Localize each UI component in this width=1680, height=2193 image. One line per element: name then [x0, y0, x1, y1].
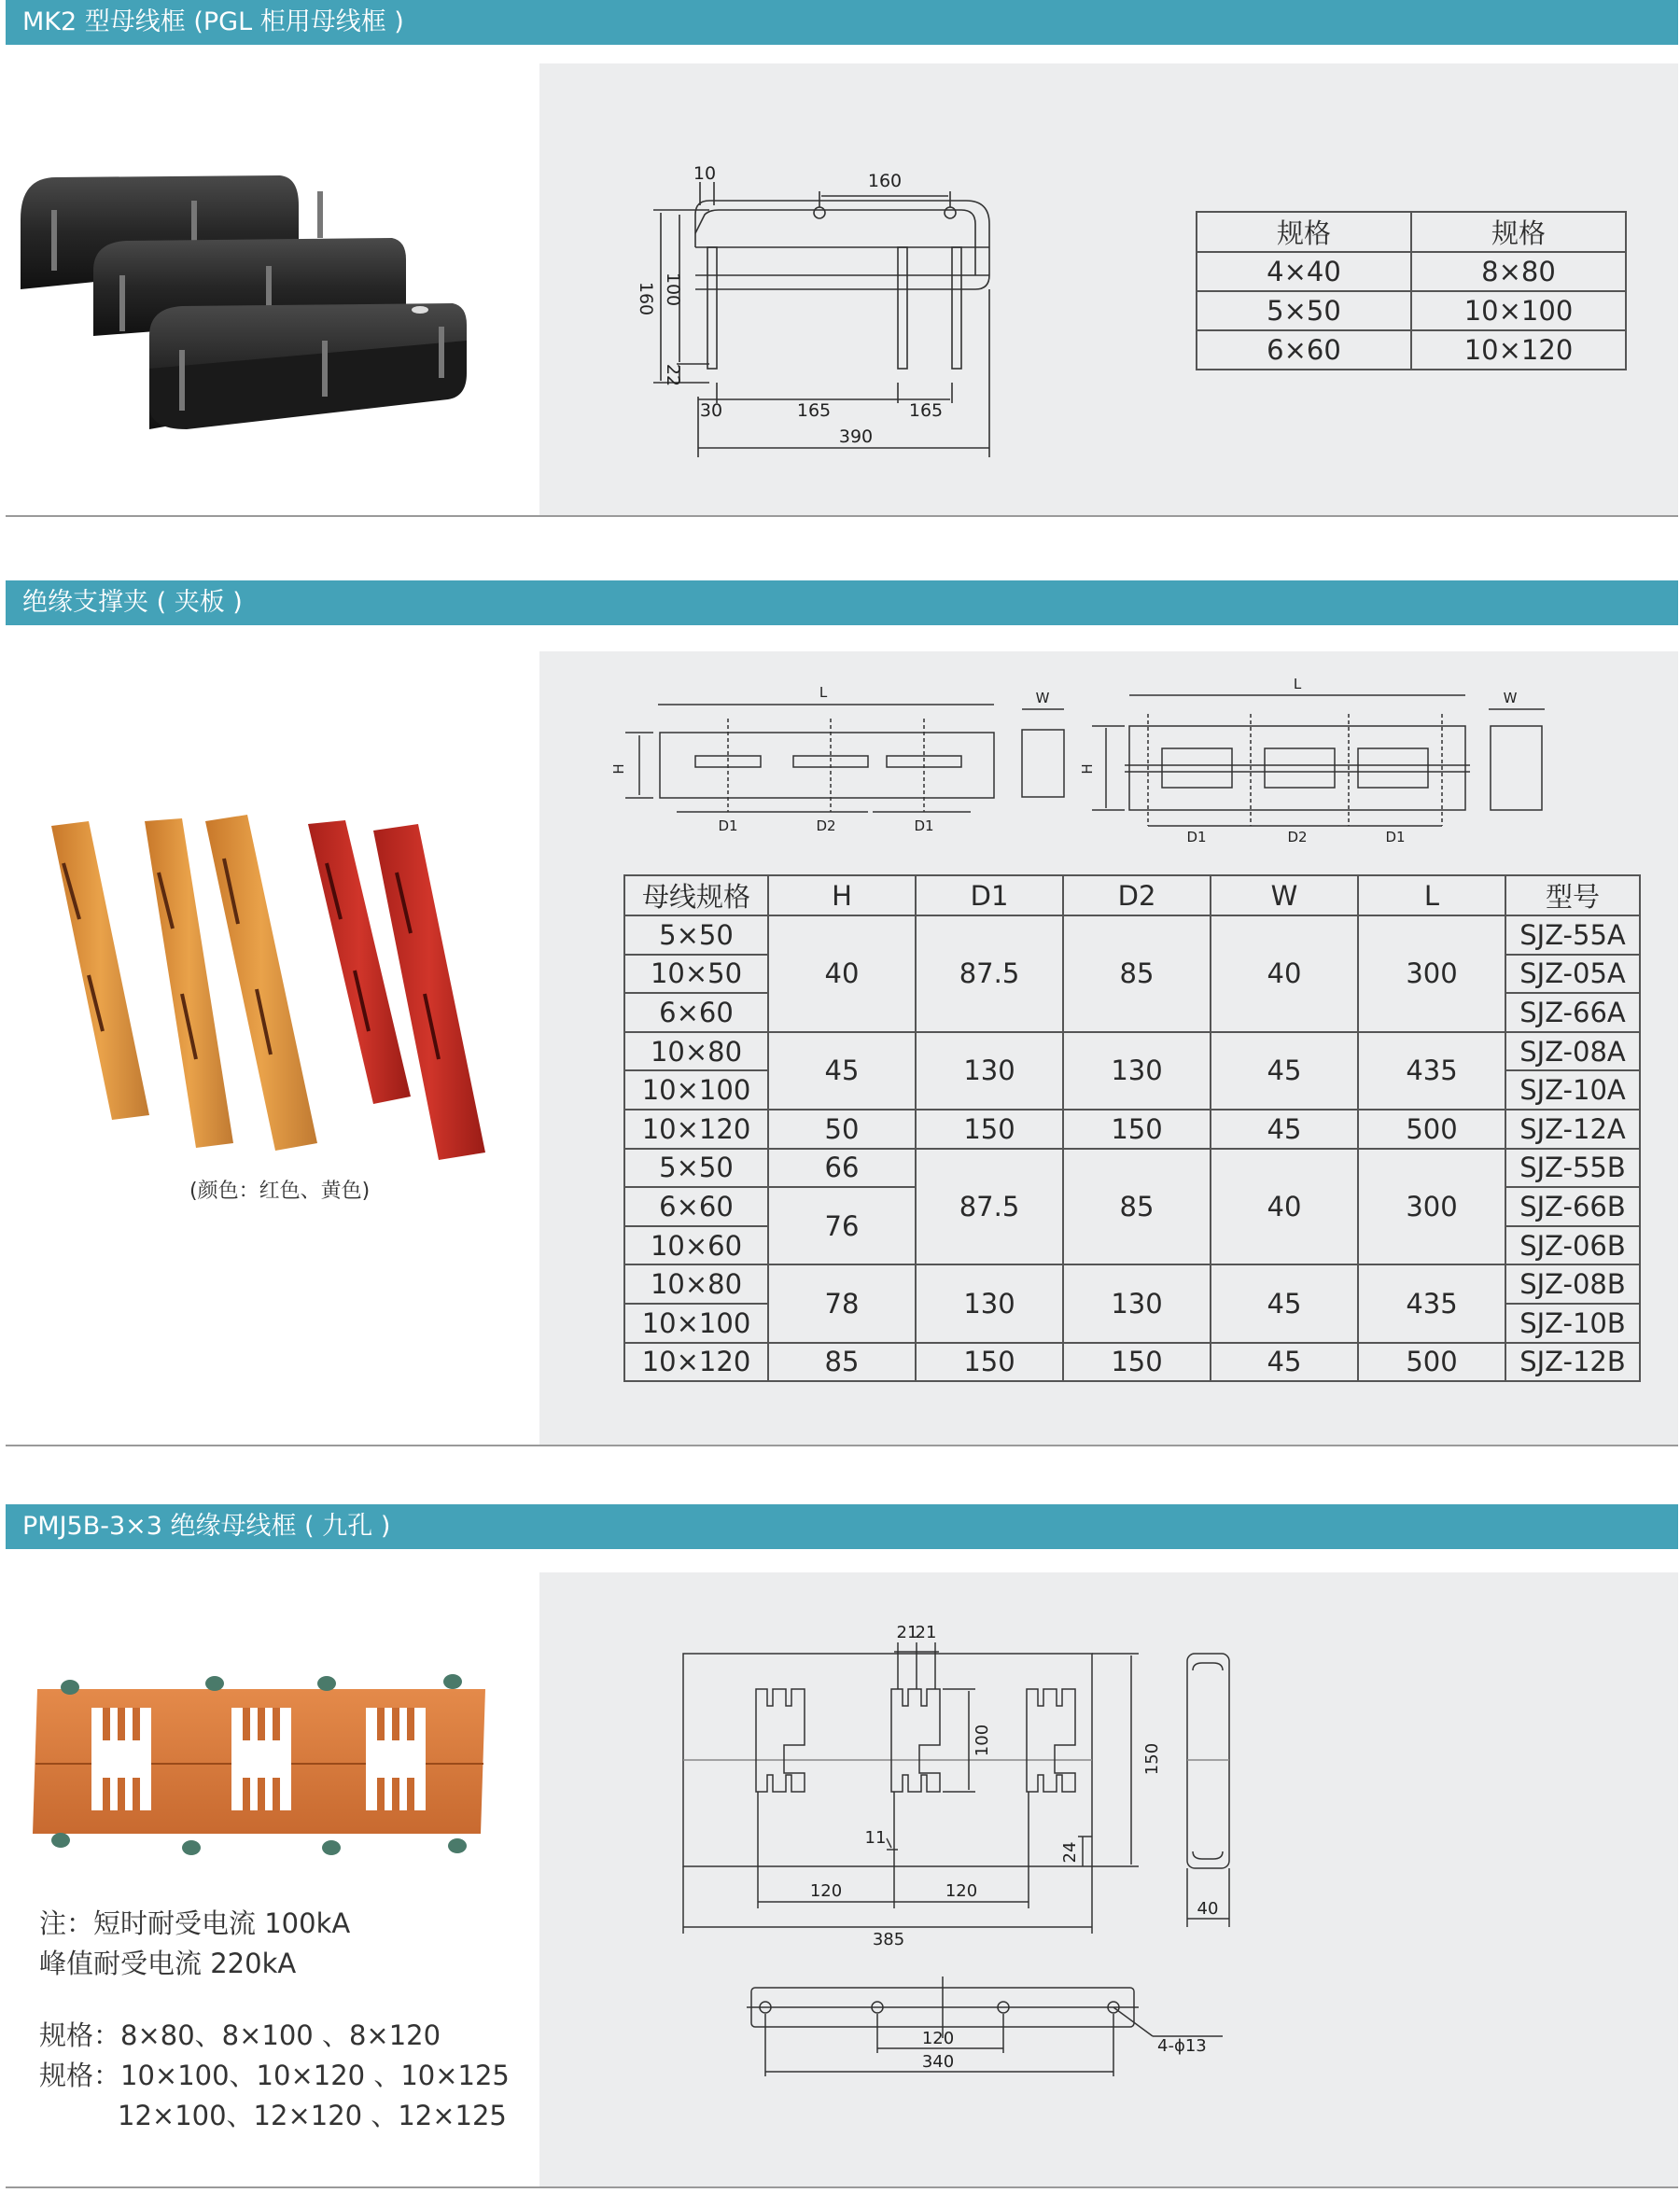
section-title: 绝缘支撑夹 ( 夹板 ): [22, 588, 243, 617]
table-cell: 6×60: [624, 1187, 768, 1226]
note-line: 注：短时耐受电流 100kA: [39, 1907, 351, 1939]
table-cell: 10×100: [624, 1304, 768, 1343]
table-cell: 10×120: [1411, 330, 1626, 370]
table-cell: 10×80: [624, 1264, 768, 1304]
dim-21b: 21: [915, 1623, 937, 1642]
dim-hole: 4-ϕ13: [1157, 2036, 1207, 2056]
table-cell: 500: [1358, 1110, 1505, 1149]
dim-D1: D1: [718, 817, 738, 834]
sjz-drawing: [607, 672, 1568, 859]
dim-120b: 120: [945, 1881, 978, 1901]
table-cell: 130: [1063, 1264, 1211, 1342]
spec-line: 规格：8×80、8×100 、8×120: [39, 2019, 441, 2051]
table-cell: SJZ-66B: [1505, 1187, 1640, 1226]
table-cell: 87.5: [916, 1149, 1063, 1265]
table-cell: 45: [1211, 1343, 1358, 1382]
mk2-drawing: [597, 159, 1157, 467]
dim-D1: D1: [1385, 829, 1406, 845]
dim-165b: 165: [908, 400, 944, 421]
rating-note: [39, 1904, 350, 1984]
table-cell: 435: [1358, 1264, 1505, 1342]
dim-W: W: [1503, 690, 1518, 706]
table-cell: SJZ-55A: [1505, 915, 1640, 955]
spec-note: [39, 2016, 510, 2136]
dim-30: 30: [699, 400, 723, 421]
dim-150: 150: [1142, 1742, 1162, 1776]
table-cell: 130: [916, 1032, 1063, 1110]
section-header-pmj: [6, 1504, 1678, 1549]
header-cell: W: [1211, 875, 1358, 915]
table-cell: 45: [1211, 1032, 1358, 1110]
table-cell: 435: [1358, 1032, 1505, 1110]
table-cell: 10×120: [624, 1343, 768, 1382]
table-cell: 150: [916, 1343, 1063, 1382]
dim-120c: 120: [921, 2029, 955, 2048]
dim-24: 24: [1060, 1841, 1080, 1864]
table-cell: 50: [768, 1110, 916, 1149]
dim-D1: D1: [914, 817, 934, 834]
mk2-spec-table: [1196, 211, 1627, 370]
section-header-mk2: [6, 0, 1678, 45]
table-cell: 40: [1211, 1149, 1358, 1265]
table-cell: 87.5: [916, 915, 1063, 1032]
header-cell: D1: [916, 875, 1063, 915]
dim-D1: D1: [1186, 829, 1207, 845]
table-cell: 6×60: [624, 993, 768, 1032]
table-cell: SJZ-10B: [1505, 1304, 1640, 1343]
dim-160-top: 160: [867, 171, 903, 191]
header-cell: 母线规格: [624, 875, 768, 915]
dim-D2: D2: [816, 817, 836, 834]
spec-line: 12×100、12×120 、12×125: [118, 2100, 507, 2131]
header-cell: 型号: [1505, 875, 1640, 915]
table-cell: SJZ-06B: [1505, 1226, 1640, 1265]
table-cell: 85: [768, 1343, 916, 1382]
dim-40: 40: [1197, 1899, 1219, 1919]
pmj-photo: [28, 1670, 495, 1876]
table-cell: 130: [916, 1264, 1063, 1342]
pmj-drawing: [653, 1605, 1587, 2174]
photo-caption: (颜色：红色、黄色): [189, 1180, 371, 1203]
table-cell: 10×120: [624, 1110, 768, 1149]
section-divider: [6, 2186, 1678, 2188]
table-cell: 45: [1211, 1110, 1358, 1149]
dim-D2: D2: [1287, 829, 1308, 845]
dim-120a: 120: [809, 1881, 843, 1901]
table-cell: SJZ-12A: [1505, 1110, 1640, 1149]
header-cell: H: [768, 875, 916, 915]
table-cell: 5×50: [624, 915, 768, 955]
table-cell: SJZ-12B: [1505, 1343, 1640, 1382]
table-cell: SJZ-66A: [1505, 993, 1640, 1032]
table-cell: 150: [1063, 1110, 1211, 1149]
dim-165a: 165: [796, 400, 832, 421]
table-cell: 500: [1358, 1343, 1505, 1382]
table-cell: 66: [768, 1149, 916, 1188]
dim-390: 390: [838, 426, 874, 447]
header-cell: 规格: [1197, 212, 1411, 252]
spec-line: 规格：10×100、10×120 、10×125: [39, 2060, 510, 2091]
table-cell: SJZ-55B: [1505, 1149, 1640, 1188]
table-cell: 150: [1063, 1343, 1211, 1382]
table-cell: 10×100: [1411, 291, 1626, 330]
table-cell: 45: [768, 1032, 916, 1110]
table-cell: 10×80: [624, 1032, 768, 1071]
dim-385: 385: [872, 1930, 905, 1949]
dim-H: H: [610, 763, 627, 775]
table-cell: 40: [1211, 915, 1358, 1032]
dim-340: 340: [921, 2052, 955, 2072]
section-divider: [6, 515, 1678, 517]
dim-100: 100: [973, 1724, 992, 1757]
table-cell: 78: [768, 1264, 916, 1342]
sjz-spec-table: [623, 874, 1641, 1382]
table-cell: 5×50: [1197, 291, 1411, 330]
table-cell: 10×50: [624, 955, 768, 994]
dim-100: 100: [663, 272, 683, 307]
sjz-photo: [47, 807, 495, 1162]
section-title: PMJ5B-3×3 绝缘母线框 ( 九孔 ): [22, 1512, 391, 1541]
table-cell: 6×60: [1197, 330, 1411, 370]
table-cell: 300: [1358, 1149, 1505, 1265]
table-cell: SJZ-08B: [1505, 1264, 1640, 1304]
table-cell: 76: [768, 1187, 916, 1264]
dim-10: 10: [693, 163, 717, 184]
table-cell: 5×50: [624, 1149, 768, 1188]
section-title: MK2 型母线框 (PGL 柜用母线框 ): [22, 7, 404, 36]
table-cell: 85: [1063, 915, 1211, 1032]
table-cell: 150: [916, 1110, 1063, 1149]
table-cell: SJZ-10A: [1505, 1070, 1640, 1110]
header-cell: L: [1358, 875, 1505, 915]
dim-160-side: 160: [636, 281, 656, 316]
dim-11: 11: [864, 1828, 887, 1848]
dim-21a: 21: [896, 1623, 918, 1642]
table-cell: 300: [1358, 915, 1505, 1032]
table-cell: 8×80: [1411, 252, 1626, 291]
table-cell: 10×100: [624, 1070, 768, 1110]
dim-L: L: [819, 684, 828, 701]
table-cell: SJZ-05A: [1505, 955, 1640, 994]
dim-W: W: [1035, 690, 1050, 706]
dim-22: 22: [663, 363, 683, 387]
table-cell: 45: [1211, 1264, 1358, 1342]
section-header-sjz: [6, 580, 1678, 625]
header-cell: D2: [1063, 875, 1211, 915]
note-line: 峰值耐受电流 220kA: [39, 1948, 297, 1979]
dim-L: L: [1293, 676, 1302, 692]
section-divider: [6, 1445, 1678, 1446]
table-cell: 40: [768, 915, 916, 1032]
table-cell: 4×40: [1197, 252, 1411, 291]
table-cell: 10×60: [624, 1226, 768, 1265]
mk2-photo: [0, 149, 485, 448]
table-cell: 85: [1063, 1149, 1211, 1265]
header-cell: 规格: [1411, 212, 1626, 252]
dim-H: H: [1079, 763, 1096, 775]
table-cell: 130: [1063, 1032, 1211, 1110]
table-cell: SJZ-08A: [1505, 1032, 1640, 1071]
